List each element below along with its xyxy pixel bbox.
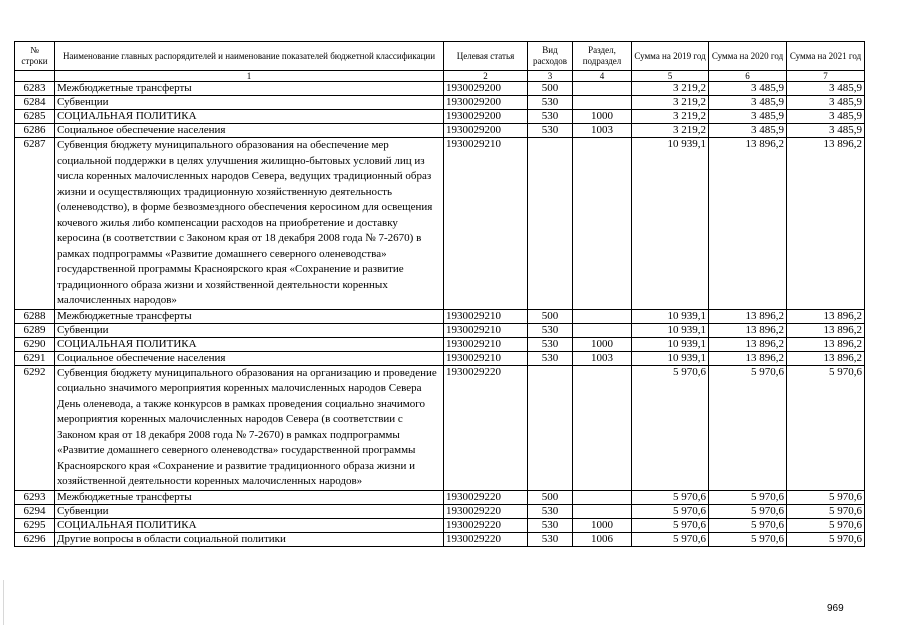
sum-2021: 3 485,9 (787, 110, 865, 124)
target-article: 1930029200 (444, 96, 528, 110)
sum-2019: 5 970,6 (632, 490, 709, 504)
sum-2020: 3 485,9 (709, 96, 787, 110)
expense-type: 530 (528, 518, 573, 532)
section: 1003 (573, 351, 632, 365)
sum-2019: 10 939,1 (632, 323, 709, 337)
sum-2020: 5 970,6 (709, 490, 787, 504)
row-number: 6292 (15, 365, 55, 490)
row-number: 6287 (15, 138, 55, 310)
sum-2019: 10 939,1 (632, 309, 709, 323)
column-number: 4 (573, 71, 632, 82)
target-article: 1930029200 (444, 82, 528, 96)
column-number: 2 (444, 71, 528, 82)
expense-type: 530 (528, 96, 573, 110)
item-name: Межбюджетные трансферты (55, 82, 444, 96)
table-row (15, 504, 865, 518)
page-number: 969 (827, 603, 844, 614)
header-sum-2019: Сумма на 2019 год (632, 42, 709, 71)
column-number: 7 (787, 71, 865, 82)
section (573, 96, 632, 110)
item-name: Субвенции (55, 504, 444, 518)
table-row (15, 518, 865, 532)
page-edge-line (3, 580, 4, 625)
header-expense-type: Вид расходов (528, 42, 573, 71)
section (573, 504, 632, 518)
table-row (15, 124, 865, 138)
sum-2021: 5 970,6 (787, 518, 865, 532)
sum-2019: 5 970,6 (632, 365, 709, 490)
row-number: 6283 (15, 82, 55, 96)
budget-table (14, 41, 865, 547)
expense-type: 530 (528, 337, 573, 351)
sum-2019: 5 970,6 (632, 532, 709, 546)
target-article: 1930029220 (444, 490, 528, 504)
sum-2021: 5 970,6 (787, 532, 865, 546)
row-number: 6291 (15, 351, 55, 365)
table-body (15, 82, 865, 547)
sum-2020: 13 896,2 (709, 138, 787, 310)
table-row (15, 490, 865, 504)
target-article: 1930029200 (444, 124, 528, 138)
item-name: Межбюджетные трансферты (55, 309, 444, 323)
section (573, 323, 632, 337)
target-article: 1930029220 (444, 365, 528, 490)
table-row (15, 96, 865, 110)
sum-2020: 3 485,9 (709, 82, 787, 96)
item-name: Социальное обеспечение населения (55, 124, 444, 138)
row-number: 6293 (15, 490, 55, 504)
table-row (15, 110, 865, 124)
item-name: Субвенции (55, 96, 444, 110)
section: 1000 (573, 518, 632, 532)
sum-2019: 10 939,1 (632, 351, 709, 365)
column-number (15, 71, 55, 82)
sum-2021: 3 485,9 (787, 124, 865, 138)
sum-2020: 5 970,6 (709, 532, 787, 546)
sum-2019: 5 970,6 (632, 518, 709, 532)
header-sum-2020: Сумма на 2020 год (709, 42, 787, 71)
item-name: Межбюджетные трансферты (55, 490, 444, 504)
row-number: 6289 (15, 323, 55, 337)
column-number: 1 (55, 71, 444, 82)
sum-2020: 5 970,6 (709, 504, 787, 518)
column-number: 3 (528, 71, 573, 82)
sum-2021: 3 485,9 (787, 96, 865, 110)
expense-type: 500 (528, 309, 573, 323)
sum-2021: 13 896,2 (787, 309, 865, 323)
row-number: 6295 (15, 518, 55, 532)
table-row (15, 82, 865, 96)
table-row (15, 323, 865, 337)
table-row (15, 309, 865, 323)
expense-type: 530 (528, 532, 573, 546)
target-article: 1930029220 (444, 532, 528, 546)
table-row (15, 138, 865, 310)
sum-2021: 5 970,6 (787, 504, 865, 518)
expense-type: 530 (528, 110, 573, 124)
section: 1003 (573, 124, 632, 138)
expense-type (528, 138, 573, 310)
column-number-row (15, 71, 865, 82)
item-name: СОЦИАЛЬНАЯ ПОЛИТИКА (55, 518, 444, 532)
row-number: 6284 (15, 96, 55, 110)
expense-type: 530 (528, 323, 573, 337)
expense-type: 530 (528, 124, 573, 138)
sum-2020: 13 896,2 (709, 309, 787, 323)
sum-2021: 5 970,6 (787, 365, 865, 490)
table-row (15, 365, 865, 490)
column-number: 5 (632, 71, 709, 82)
target-article: 1930029220 (444, 518, 528, 532)
item-name: Субвенции (55, 323, 444, 337)
sum-2019: 10 939,1 (632, 138, 709, 310)
item-name: СОЦИАЛЬНАЯ ПОЛИТИКА (55, 110, 444, 124)
sum-2021: 5 970,6 (787, 490, 865, 504)
section (573, 365, 632, 490)
sum-2021: 13 896,2 (787, 138, 865, 310)
sum-2019: 3 219,2 (632, 124, 709, 138)
row-number: 6285 (15, 110, 55, 124)
sum-2020: 3 485,9 (709, 110, 787, 124)
sum-2021: 13 896,2 (787, 337, 865, 351)
row-number: 6290 (15, 337, 55, 351)
target-article: 1930029200 (444, 110, 528, 124)
sum-2019: 3 219,2 (632, 96, 709, 110)
sum-2019: 3 219,2 (632, 82, 709, 96)
item-name: СОЦИАЛЬНАЯ ПОЛИТИКА (55, 337, 444, 351)
section: 1000 (573, 110, 632, 124)
row-number: 6296 (15, 532, 55, 546)
sum-2020: 3 485,9 (709, 124, 787, 138)
sum-2019: 5 970,6 (632, 504, 709, 518)
expense-type: 500 (528, 490, 573, 504)
row-number: 6294 (15, 504, 55, 518)
section: 1000 (573, 337, 632, 351)
header-row-number: № строки (15, 42, 55, 71)
expense-type: 530 (528, 504, 573, 518)
expense-type: 530 (528, 351, 573, 365)
section (573, 309, 632, 323)
target-article: 1930029210 (444, 337, 528, 351)
sum-2021: 3 485,9 (787, 82, 865, 96)
target-article: 1930029210 (444, 323, 528, 337)
target-article: 1930029210 (444, 309, 528, 323)
sum-2019: 10 939,1 (632, 337, 709, 351)
expense-type (528, 365, 573, 490)
section (573, 138, 632, 310)
header-section: Раздел, подраздел (573, 42, 632, 71)
sum-2020: 13 896,2 (709, 351, 787, 365)
sum-2021: 13 896,2 (787, 323, 865, 337)
sum-2021: 13 896,2 (787, 351, 865, 365)
sum-2020: 5 970,6 (709, 518, 787, 532)
target-article: 1930029210 (444, 351, 528, 365)
row-number: 6288 (15, 309, 55, 323)
sum-2020: 5 970,6 (709, 365, 787, 490)
target-article: 1930029220 (444, 504, 528, 518)
sum-2020: 13 896,2 (709, 323, 787, 337)
item-name: Субвенция бюджету муниципального образования на организацию и проведение социально значимого мероприятия коренных малочисленных народов Севера День оленевода, а также конкурсов в рамках проведения социально значимого мероприятия коренных малочисленных народов Севера (в соответствии с Законом края от 18 декабря 2008 года № 7-2670) в рамках подпрограммы «Развитие домашнего северного оленеводства» государственной программы Красноярского края «Сохранение и развитие традиционного образа жизни и хозяйственной деятельности коренных малочисленных народов» (55, 365, 444, 490)
item-name: Другие вопросы в области социальной политики (55, 532, 444, 546)
section: 1006 (573, 532, 632, 546)
section (573, 490, 632, 504)
sum-2019: 3 219,2 (632, 110, 709, 124)
target-article: 1930029210 (444, 138, 528, 310)
table-row (15, 532, 865, 546)
table-row (15, 351, 865, 365)
section (573, 82, 632, 96)
item-name: Социальное обеспечение населения (55, 351, 444, 365)
header-target-article: Целевая статья (444, 42, 528, 71)
row-number: 6286 (15, 124, 55, 138)
header-name: Наименование главных распорядителей и наименование показателей бюджетной классификации (55, 42, 444, 71)
expense-type: 500 (528, 82, 573, 96)
item-name: Субвенция бюджету муниципального образования на обеспечение мер социальной поддержки в целях улучшения жилищно-бытовых условий лиц из числа коренных малочисленных народов Севера, ведущих традиционный образ жизни и осуществляющих традиционную хозяйственную деятельность (оленеводство), в форме безвозмездного обеспечения керосином для освещения кочевого жилья либо компенсации расходов на приобретение и доставку керосина (в соответствии с Законом края от 18 декабря 2008 года № 7-2670) в рамках подпрограммы «Развитие домашнего северного оленеводства» государственной программы Красноярского края «Сохранение и развитие традиционного образа жизни и хозяйственной деятельности коренных малочисленных народов» (55, 138, 444, 310)
header-sum-2021: Сумма на 2021 год (787, 42, 865, 71)
table-row (15, 337, 865, 351)
sum-2020: 13 896,2 (709, 337, 787, 351)
header-row (15, 42, 865, 71)
column-number: 6 (709, 71, 787, 82)
